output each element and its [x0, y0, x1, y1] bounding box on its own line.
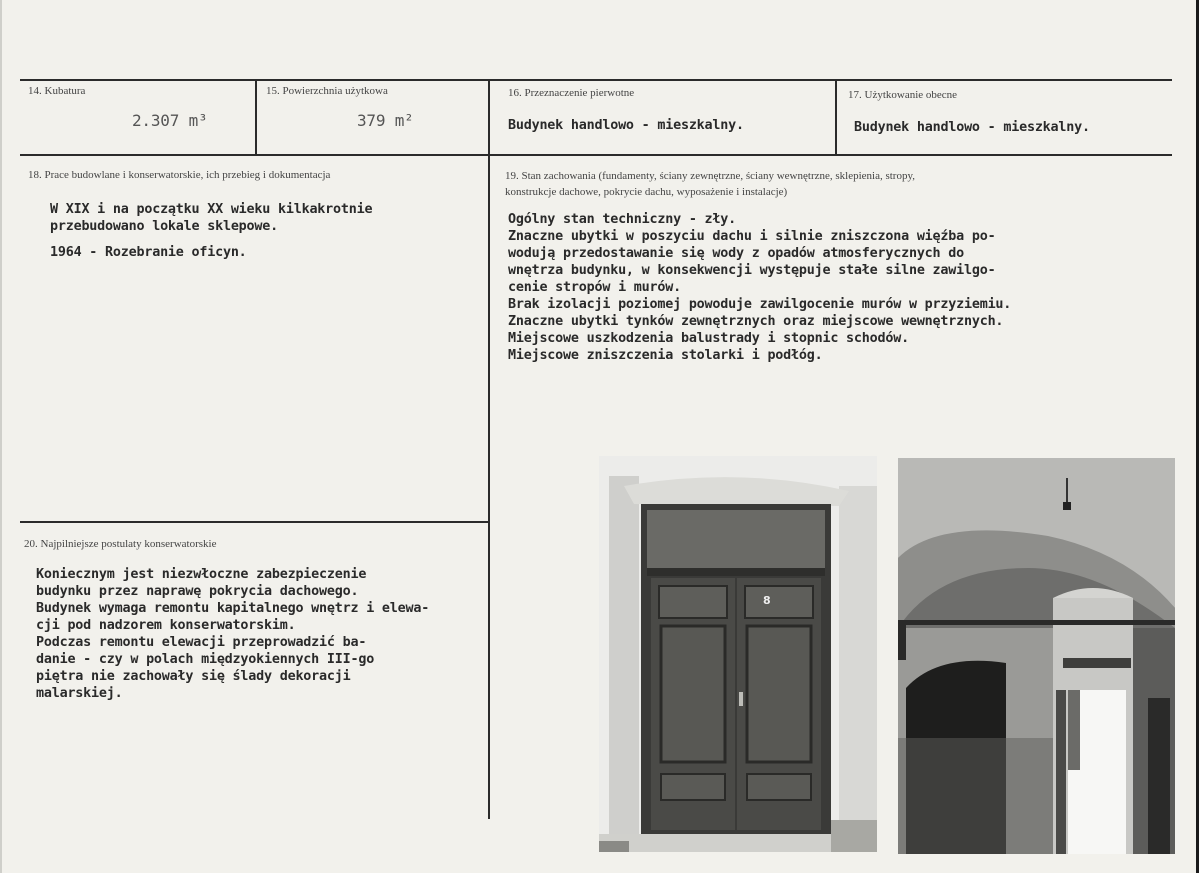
- rule-top: [20, 79, 1172, 81]
- field-15-value: 379 m²: [357, 111, 414, 130]
- vaulted-passage-photo: [898, 458, 1175, 854]
- rule-col-a: [255, 79, 257, 155]
- field-18-label: 18. Prace budowlane i konserwatorskie, ich przebieg i dokumentacja: [28, 169, 331, 181]
- field-14-label: 14. Kubatura: [28, 85, 86, 97]
- field-20-text: Koniecznym jest niezwłoczne zabezpieczenie budynku przez naprawę pokrycia dachowego. Budynek wymaga remontu kapitalnego wnętrz i elewa- cji pod nadzorem konserwatorskim. Podczas remontu elewacji przeprowadzić ba- danie - czy w polach międzyokiennych III-go piętra nie zachowały się ślady dekoracji malarskiej.: [36, 567, 430, 701]
- door-number-plate: 8: [763, 594, 771, 607]
- field-16-value: Budynek handlowo - mieszkalny.: [508, 118, 744, 133]
- door-photo: [599, 456, 877, 852]
- field-16-label: 16. Przeznaczenie pierwotne: [508, 87, 635, 99]
- field-19-text: Ogólny stan techniczny - zły. Znaczne ubytki w poszyciu dachu i silnie zniszczona więźba po- wodują przedostawanie się wody z opadów atmosferycznych do wnętrza budynku, w konsekwencji występuje stałe silne zawilgo- cenie stropów i murów. Brak izolacji poziomej powoduje zawilgocenie murów w przyziemiu. Znaczne ubytki tynków zewnętrznych oraz miejscowe wewnętrznych. Miejscowe uszkodzenia balustrady i stopnic schodów. Miejscowe zniszczenia stolarki i podłóg.: [508, 212, 1012, 363]
- rule-row1-bottom: [20, 154, 1172, 156]
- field-19-label: 19. Stan zachowania (fundamenty, ściany zewnętrzne, ściany wewnętrzne, sklepienia, stropy, konstrukcje dachowe, pokrycie dachu, wyposażenie i instalacje): [505, 170, 916, 198]
- rule-col-c: [835, 79, 837, 155]
- field-18-text-2: 1964 - Rozebranie oficyn.: [50, 245, 247, 260]
- field-15-label: 15. Powierzchnia użytkowa: [266, 85, 388, 97]
- field-17-value: Budynek handlowo - mieszkalny.: [854, 120, 1090, 135]
- rule-section-20-top: [20, 521, 488, 523]
- rule-col-b: [488, 79, 490, 819]
- field-17-label: 17. Użytkowanie obecne: [848, 89, 958, 101]
- field-14-value: 2.307 m³: [132, 111, 208, 130]
- field-18-text: W XIX i na początku XX wieku kilkakrotnie przebudowano lokale sklepowe.: [50, 202, 373, 234]
- field-20-label: 20. Najpilniejsze postulaty konserwatorskie: [24, 538, 217, 550]
